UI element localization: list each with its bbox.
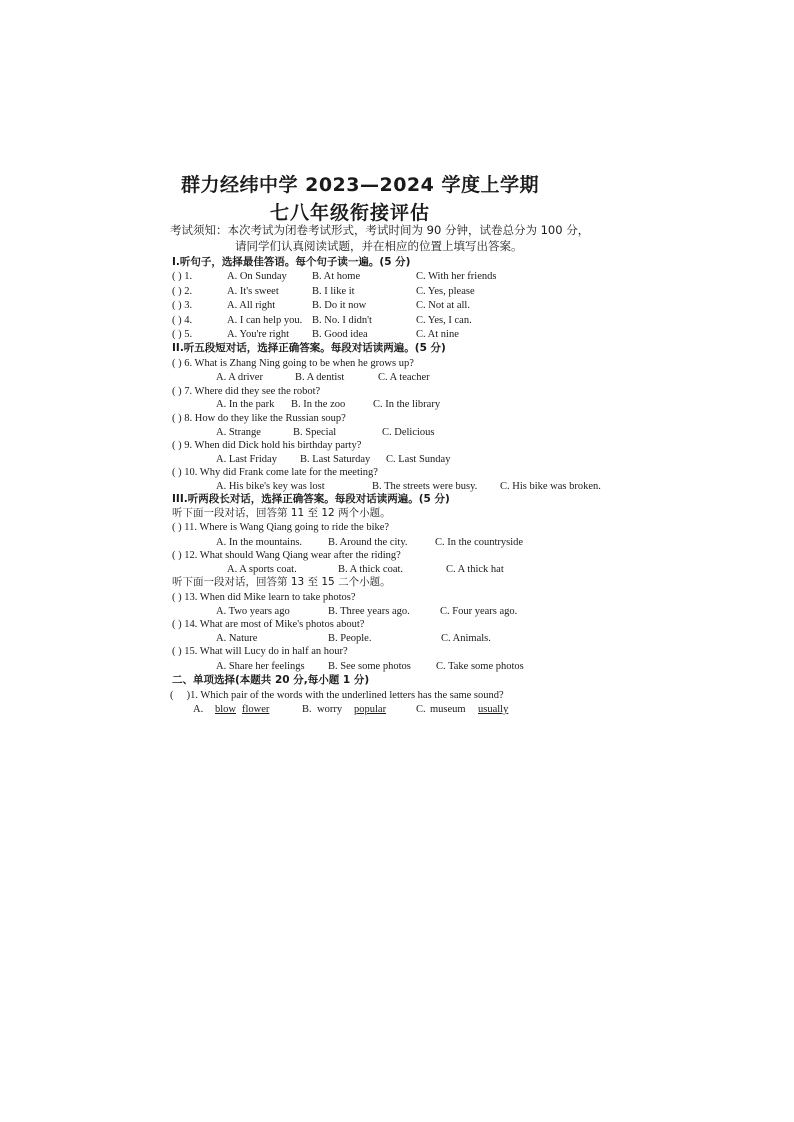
question-row: ( )1. Which pair of the words with the underlined letters has the same sound?: [170, 690, 504, 701]
option-b: B. A thick coat.: [338, 564, 404, 575]
answer-bracket: ( ): [172, 522, 182, 533]
option-b: B. Last Saturday: [300, 454, 371, 465]
question-stem: )1. Which pair of the words with the underlined letters has the same sound?: [186, 690, 504, 701]
option-a: A. Strange: [216, 427, 261, 438]
option-c: C. In the library: [373, 399, 441, 410]
option-a: A. In the park: [216, 399, 275, 410]
option-c: C. Four years ago.: [440, 606, 518, 617]
option-b: B. Three years ago.: [328, 606, 410, 617]
section-4-heading: 二、单项选择(本题共 20 分,每小题 1 分): [172, 674, 370, 686]
answer-bracket: ( ): [172, 413, 182, 424]
option-a-word-2: flower: [242, 704, 270, 715]
option-a-word-1: blow: [215, 704, 236, 715]
answer-bracket: ( ): [172, 315, 182, 326]
option-c-word-1: museum: [430, 704, 466, 715]
exam-notice-line1: 考试须知：本次考试为闭卷考试形式，考试时间为 90 分钟，试卷总分为 100 分，: [170, 223, 590, 237]
answer-bracket: ( ): [172, 329, 182, 340]
option-c: C. In the countryside: [435, 537, 524, 548]
option-b: B. The streets were busy.: [372, 481, 478, 492]
answer-bracket: ( ): [172, 300, 182, 311]
question-row: [172, 328, 192, 341]
exam-subtitle: 七八年级衔接评估: [269, 202, 430, 224]
option-b-label: B.: [302, 704, 312, 715]
question-stem: 6. What is Zhang Ning going to be when he grows up?: [184, 358, 414, 369]
option-a: A. Share her feelings: [216, 661, 305, 672]
question-row: [172, 549, 401, 562]
question-stem: 11. Where is Wang Qiang going to ride the bike?: [184, 522, 390, 533]
option-c: C. Animals.: [441, 633, 491, 644]
question-row: [172, 466, 378, 479]
option-a: A. In the mountains.: [216, 537, 303, 548]
option-c: C. A thick hat: [446, 564, 504, 575]
question-row: [172, 385, 320, 398]
answer-bracket: ( ): [172, 271, 182, 282]
question-stem: 13. When did Mike learn to take photos?: [184, 592, 356, 603]
section-2-heading: II.听五段短对话，选择正确答案。每段对话读两遍。(5 分): [172, 342, 446, 354]
section-3-heading: III.听两段长对话，选择正确答案。每段对话读两遍。(5 分): [172, 493, 450, 505]
option-b: B. See some photos: [328, 661, 411, 672]
option-a: A. You're right: [227, 329, 289, 340]
question-stem: 7. Where did they see the robot?: [184, 386, 321, 397]
answer-bracket: ( ): [172, 550, 182, 561]
question-row: [172, 645, 348, 658]
option-a: A. It's sweet: [227, 286, 279, 297]
option-a: A. A driver: [216, 372, 263, 383]
option-b: B. At home: [312, 271, 361, 282]
answer-bracket: ( ): [172, 619, 182, 630]
option-c: C. His bike was broken.: [500, 481, 601, 492]
option-b: B. A dentist: [295, 372, 345, 383]
option-a: A. His bike's key was lost: [216, 481, 325, 492]
option-b-word-2: popular: [354, 704, 387, 715]
exam-notice-line2: 请同学们认真阅读试题，并在相应的位置上填写出答案。: [235, 239, 523, 253]
question-number: 4.: [184, 315, 193, 326]
section-3-instruction-1: 听下面一段对话，回答第 11 至 12 两个小题。: [172, 507, 391, 519]
option-a: A. I can help you.: [227, 315, 303, 326]
option-c-label: C.: [416, 704, 426, 715]
option-a: A. On Sunday: [227, 271, 287, 282]
question-stem: 15. What will Lucy do in half an hour?: [184, 646, 348, 657]
option-b: B. Good idea: [312, 329, 368, 340]
answer-bracket: ( ): [172, 386, 182, 397]
question-row: [172, 270, 192, 283]
section-1-heading: I.听句子，选择最佳答语。每个句子读一遍。(5 分): [172, 256, 411, 268]
option-c: C. At nine: [416, 329, 459, 340]
answer-bracket: ( ): [172, 440, 182, 451]
question-stem: 14. What are most of Mike's photos about?: [184, 619, 365, 630]
question-number: 3.: [184, 300, 193, 311]
question-row: [172, 314, 192, 327]
question-row: [172, 412, 346, 425]
option-a: A. Last Friday: [216, 454, 277, 465]
question-stem: 12. What should Wang Qiang wear after the riding?: [184, 550, 401, 561]
answer-bracket: ( ): [172, 286, 182, 297]
answer-bracket: ( ): [172, 358, 182, 369]
question-row: [172, 357, 414, 370]
question-number: 2.: [184, 286, 193, 297]
option-c: C. Delicious: [382, 427, 435, 438]
question-row: [172, 591, 356, 604]
answer-bracket: ( ): [172, 592, 182, 603]
section-3-instruction-2: 听下面一段对话，回答第 13 至 15 二个小题。: [172, 576, 391, 588]
option-b: B. No. I didn't: [312, 315, 372, 326]
question-stem: 10. Why did Frank come late for the meeting?: [184, 467, 378, 478]
question-stem: 9. When did Dick hold his birthday party?: [184, 440, 362, 451]
question-row: [172, 285, 192, 298]
answer-bracket: ( ): [172, 467, 182, 478]
option-c: C. With her friends: [416, 271, 497, 282]
option-a: A. A sports coat.: [227, 564, 297, 575]
option-c: C. Not at all.: [416, 300, 470, 311]
option-b-word-1: worry: [317, 704, 343, 715]
option-a: A. All right: [227, 300, 276, 311]
question-row: [172, 299, 192, 312]
option-b: B. In the zoo: [291, 399, 346, 410]
option-b: B. I like it: [312, 286, 355, 297]
question-row: [172, 521, 389, 534]
option-c: C. Take some photos: [436, 661, 524, 672]
option-b: B. Around the city.: [328, 537, 408, 548]
option-c: C. Last Sunday: [386, 454, 451, 465]
option-c: C. A teacher: [378, 372, 430, 383]
option-c: C. Yes, I can.: [416, 315, 472, 326]
question-row: [172, 439, 361, 452]
question-number: 1.: [184, 271, 193, 282]
option-a: A. Two years ago: [216, 606, 290, 617]
option-c-word-2: usually: [478, 704, 509, 715]
option-b: B. People.: [328, 633, 372, 644]
option-c: C. Yes, please: [416, 286, 475, 297]
exam-title: 群力经纬中学 2023—2024 学度上学期: [181, 174, 539, 196]
option-a: A. Nature: [216, 633, 258, 644]
question-number: 5.: [184, 329, 193, 340]
question-row: [172, 618, 364, 631]
option-a-label: A.: [193, 704, 204, 715]
option-b: B. Do it now: [312, 300, 367, 311]
question-stem: 8. How do they like the Russian soup?: [184, 413, 346, 424]
option-b: B. Special: [293, 427, 337, 438]
answer-bracket: ( ): [172, 646, 182, 657]
